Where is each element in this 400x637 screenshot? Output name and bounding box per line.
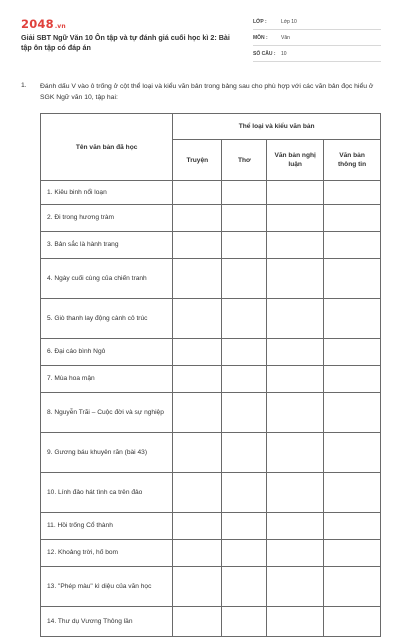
answer-cell-poem[interactable] xyxy=(222,513,267,540)
answer-cell-argument[interactable] xyxy=(267,339,324,366)
table-row xyxy=(41,393,381,433)
table-row xyxy=(41,607,381,637)
answer-cell-poem[interactable] xyxy=(222,205,267,232)
answer-cell-argument[interactable] xyxy=(267,366,324,393)
answer-cell-argument[interactable] xyxy=(267,181,324,205)
text-title-cell: 2. Đi trong hương tràm xyxy=(41,205,173,232)
answer-cell-poem[interactable] xyxy=(222,433,267,473)
answer-cell-poem[interactable] xyxy=(222,607,267,637)
table-row xyxy=(41,540,381,567)
answer-cell-story[interactable] xyxy=(173,181,222,205)
answer-cell-argument[interactable] xyxy=(267,433,324,473)
answer-cell-informational[interactable] xyxy=(324,393,381,433)
table-row xyxy=(41,259,381,299)
answer-cell-poem[interactable] xyxy=(222,181,267,205)
table-row xyxy=(41,473,381,513)
answer-cell-story[interactable] xyxy=(173,607,222,637)
column-header-story: Truyện xyxy=(173,140,222,181)
text-title-cell: 5. Giò thanh lay động cành cô trúc xyxy=(41,299,173,339)
answer-cell-argument[interactable] xyxy=(267,232,324,259)
answer-cell-informational[interactable] xyxy=(324,299,381,339)
meta-key: MÔN : xyxy=(253,34,268,41)
answer-cell-informational[interactable] xyxy=(324,513,381,540)
column-header-poem: Thơ xyxy=(222,140,267,181)
answer-cell-story[interactable] xyxy=(173,393,222,433)
answer-cell-informational[interactable] xyxy=(324,473,381,513)
answer-cell-informational[interactable] xyxy=(324,366,381,393)
answer-cell-informational[interactable] xyxy=(324,232,381,259)
meta-value: 10 xyxy=(281,50,287,57)
text-title-cell: 7. Mùa hoa mận xyxy=(41,366,173,393)
column-header-argument: Văn bản nghị luận xyxy=(267,140,324,181)
table-row xyxy=(41,433,381,473)
text-title-cell: 4. Ngày cuối cùng của chiến tranh xyxy=(41,259,173,299)
answer-cell-informational[interactable] xyxy=(324,607,381,637)
column-header-informational: Văn bản thông tin xyxy=(324,140,381,181)
text-title-cell: 14. Thư dụ Vương Thông lần xyxy=(41,607,173,637)
meta-value: Văn xyxy=(281,34,290,41)
text-title-cell: 8. Nguyễn Trãi – Cuộc đời và sự nghiệp xyxy=(41,393,173,433)
answer-cell-poem[interactable] xyxy=(222,232,267,259)
meta-row-count xyxy=(253,46,381,62)
meta-value: Lớp 10 xyxy=(281,18,297,25)
answer-cell-poem[interactable] xyxy=(222,259,267,299)
answer-cell-story[interactable] xyxy=(173,232,222,259)
meta-row-subject xyxy=(253,30,381,46)
answer-cell-argument[interactable] xyxy=(267,299,324,339)
answer-cell-argument[interactable] xyxy=(267,205,324,232)
question-number: 1. xyxy=(21,82,27,89)
column-header-name: Tên văn bản đã học xyxy=(41,114,173,181)
answer-cell-story[interactable] xyxy=(173,473,222,513)
meta-key: SỐ CÂU : xyxy=(253,50,276,57)
answer-cell-poem[interactable] xyxy=(222,366,267,393)
text-title-cell: 6. Đại cáo bình Ngô xyxy=(41,339,173,366)
table-header-row xyxy=(41,114,381,140)
answer-cell-poem[interactable] xyxy=(222,393,267,433)
answer-cell-story[interactable] xyxy=(173,299,222,339)
answer-cell-story[interactable] xyxy=(173,513,222,540)
table-row xyxy=(41,366,381,393)
answer-cell-informational[interactable] xyxy=(324,540,381,567)
answer-cell-story[interactable] xyxy=(173,366,222,393)
text-title-cell: 9. Gương báu khuyên răn (bài 43) xyxy=(41,433,173,473)
answer-cell-poem[interactable] xyxy=(222,473,267,513)
answer-cell-argument[interactable] xyxy=(267,259,324,299)
answer-cell-argument[interactable] xyxy=(267,540,324,567)
table-row xyxy=(41,181,381,205)
table-row xyxy=(41,299,381,339)
meta-info xyxy=(253,14,381,62)
answer-cell-informational[interactable] xyxy=(324,339,381,366)
meta-row-class xyxy=(253,14,381,30)
table-row xyxy=(41,339,381,366)
table-row xyxy=(41,205,381,232)
answer-cell-poem[interactable] xyxy=(222,567,267,607)
answer-cell-informational[interactable] xyxy=(324,259,381,299)
text-title-cell: 1. Kiêu binh nổi loạn xyxy=(41,181,173,205)
answer-cell-story[interactable] xyxy=(173,205,222,232)
answer-cell-informational[interactable] xyxy=(324,567,381,607)
table-body xyxy=(41,181,381,637)
table-row xyxy=(41,567,381,607)
question-text: Đánh dấu V vào ô trống ở cột thể loại và kiểu văn bản trong bảng sau cho phù hợp với các văn bản đọc hiểu ở SGK Ngữ văn 10, tập hai: xyxy=(40,83,374,101)
text-title-cell: 12. Khoảng trời, hố bom xyxy=(41,540,173,567)
text-title-cell: 10. Lính đảo hát tình ca trên đảo xyxy=(41,473,173,513)
answer-cell-argument[interactable] xyxy=(267,607,324,637)
table-row xyxy=(41,232,381,259)
answer-cell-argument[interactable] xyxy=(267,393,324,433)
meta-key: LỚP : xyxy=(253,18,267,25)
answer-cell-informational[interactable] xyxy=(324,433,381,473)
answer-cell-story[interactable] xyxy=(173,339,222,366)
answer-cell-argument[interactable] xyxy=(267,567,324,607)
logo-main: 2048 xyxy=(21,17,54,31)
column-group-header: Thể loại và kiểu văn bản xyxy=(173,114,381,140)
answer-cell-informational[interactable] xyxy=(324,181,381,205)
site-logo[interactable] xyxy=(21,17,66,31)
answer-cell-poem[interactable] xyxy=(222,299,267,339)
answer-cell-poem[interactable] xyxy=(222,540,267,567)
document-title: Giải SBT Ngữ Văn 10 Ôn tập và tự đánh giá cuối học kì 2: Bài tập ôn tập có đáp án xyxy=(21,33,230,52)
answer-cell-argument[interactable] xyxy=(267,473,324,513)
answer-cell-informational[interactable] xyxy=(324,205,381,232)
answer-cell-poem[interactable] xyxy=(222,339,267,366)
answer-cell-story[interactable] xyxy=(173,567,222,607)
table-row xyxy=(41,513,381,540)
answer-cell-argument[interactable] xyxy=(267,513,324,540)
text-title-cell: 11. Hồi trống Cổ thành xyxy=(41,513,173,540)
text-title-cell: 3. Bản sắc là hành trang xyxy=(41,232,173,259)
answer-table xyxy=(40,113,381,637)
text-title-cell: 13. "Phép màu" kì diệu của văn học xyxy=(41,567,173,607)
logo-suffix: .vn xyxy=(54,23,66,30)
answer-cell-story[interactable] xyxy=(173,259,222,299)
answer-cell-story[interactable] xyxy=(173,433,222,473)
answer-cell-story[interactable] xyxy=(173,540,222,567)
